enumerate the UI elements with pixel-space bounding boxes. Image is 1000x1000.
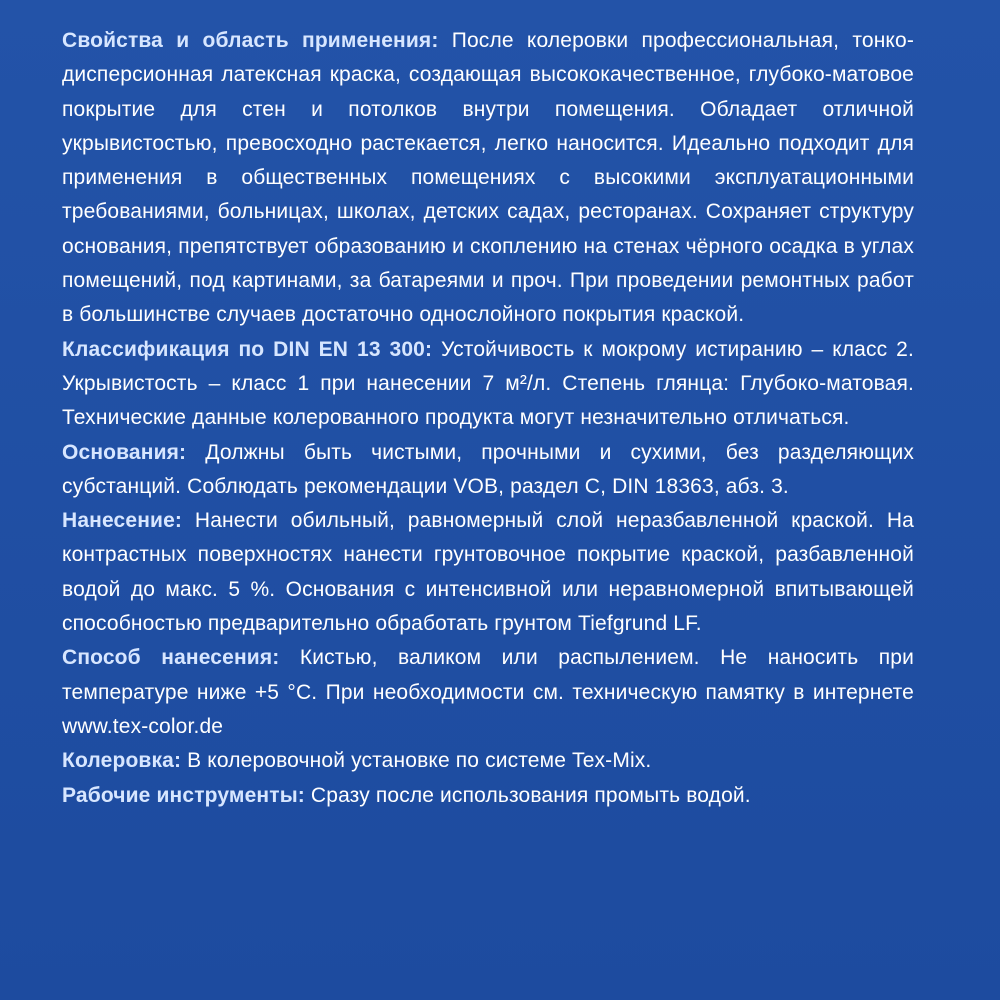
section-classification-text: Устойчивость к мокрому истиранию – класс 2. Укрывистость – класс 1 при нанесении 7 м²/л. Степень глянца: Глубоко-матовая. Технические данные колерованного продукта могут незначительно отличаться. [62,337,914,430]
section-tools-text: Сразу после использования промыть водой. [310,783,751,807]
section-tinting-text: В колеровочной установке по системе Tex-Mix. [187,749,652,773]
section-tinting [62,744,914,778]
section-application [62,504,914,641]
section-substrates-label: Основания: [62,440,187,464]
section-tools-label: Рабочие инструменты: [62,783,305,807]
section-tools [62,779,914,813]
section-classification [62,333,914,436]
section-properties-text: После колеровки профессиональная, тонко-дисперсионная латексная краска, создающая высококачественное, глубоко-матовое покрытие для стен и потолков внутри помещения. Обладает отличной укрывистостью, превосходно растекается, легко наносится. Идеально подходит для применения в общественных помещениях с высокими эксплуатационными требованиями, больницах, школах, детских садах, ресторанах. Сохраняет структуру основания, препятствует образованию и скоплению на стенах чёрного осадка в углах помещений, под картинами, за батареями и проч. При проведении ремонтных работ в большинстве случаев достаточно однослойного покрытия краской. [62,29,914,327]
section-properties [62,24,914,333]
section-application-method-text: Кистью, валиком или распылением. Не наносить при температуре ниже +5 °C. При необходимости см. техническую памятку в интернете www.tex-color.de [62,646,914,738]
section-classification-label: Классификация по DIN EN 13 300: [62,337,433,361]
section-tinting-label: Колеровка: [62,749,182,773]
section-application-text: Нанести обильный, равномерный слой неразбавленной краской. На контрастных поверхностях нанести грунтовочное покрытие краской, разбавленной водой до макс. 5 %. Основания с интенсивной или неравномерной впитывающей способностью предварительно обработать грунтом Tiefgrund LF. [62,509,914,636]
section-properties-label: Свойства и область применения: [62,29,439,52]
section-substrates [62,436,914,505]
section-application-method [62,641,914,744]
section-application-method-label: Способ нанесения: [62,646,280,670]
product-description-panel [62,24,914,813]
section-application-label: Нанесение: [62,509,183,533]
section-substrates-text: Должны быть чистыми, прочными и сухими, без разделяющих субстанций. Соблюдать рекомендации VOB, раздел C, DIN 18363, абз. 3. [62,440,914,498]
